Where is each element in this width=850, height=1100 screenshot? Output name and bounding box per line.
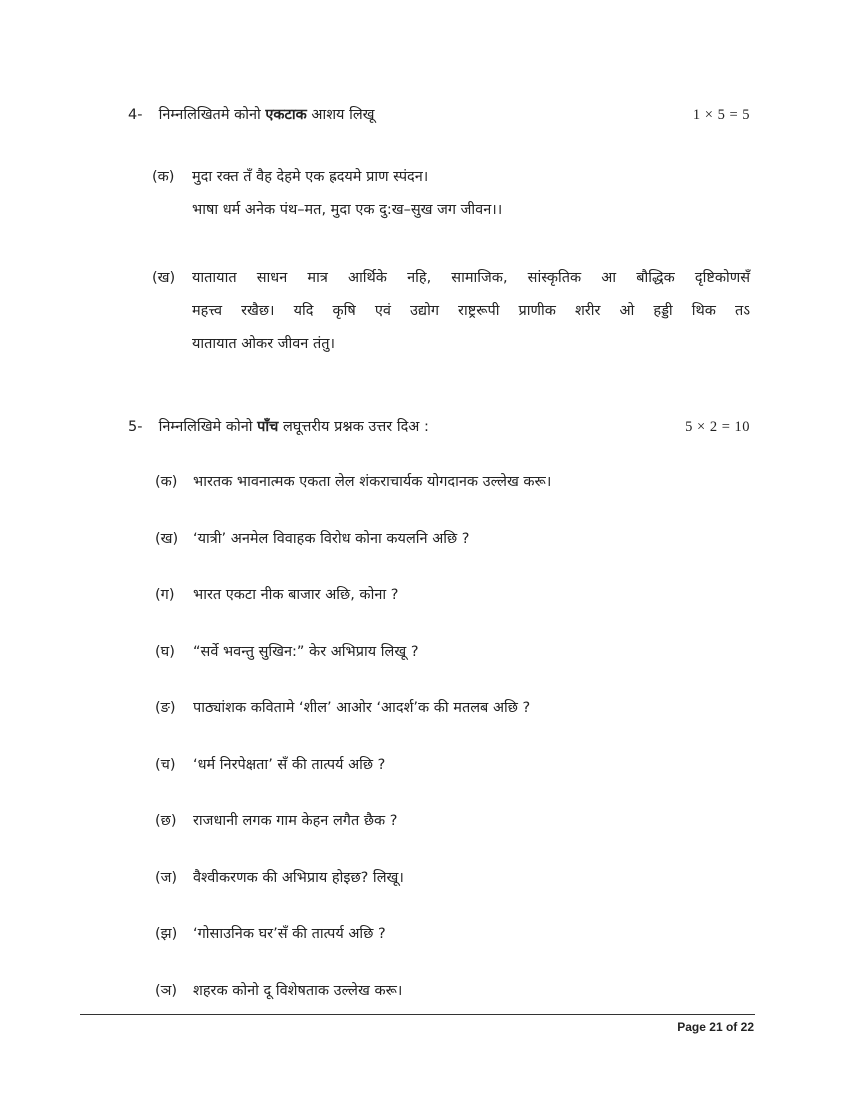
item-label: (ग) [155, 587, 175, 603]
item-text: ‘गोसाउनिक घर’सँ की तात्पर्य अछि ? [193, 926, 386, 942]
verse-line: मुदा रक्त तँ वैह देहमे एक ह्रदयमे प्राण स्पंदन। [192, 169, 429, 185]
part-label: (ख) [152, 270, 176, 286]
item-text: शहरक कोनो दू विशेषताक उल्लेख करू। [193, 983, 403, 999]
item-label: (क) [155, 474, 178, 490]
item-text: वैश्वीकरणक की अभिप्राय होइछ? लिखू। [193, 870, 404, 886]
item-text: ‘यात्री’ अनमेल विवाहक विरोध कोना कयलनि अछि ? [193, 531, 470, 547]
q4-part-kha [152, 262, 750, 361]
of-word: of [725, 1020, 738, 1034]
part-label: (क) [152, 169, 175, 185]
q5-item-jha [155, 923, 750, 943]
question-emphasis: एकटाक [265, 107, 307, 123]
question-number: 4- [128, 107, 143, 123]
question-text: निम्नलिखितमे कोनो [158, 107, 261, 123]
item-text: पाठ्यांशक कवितामे ‘शील’ आओर ‘आदर्श’क की मतलब अछि ? [193, 700, 531, 716]
question-text: निम्नलिखिमे कोनो [158, 419, 253, 435]
question-emphasis: पाँच [257, 419, 279, 435]
q5-item-nga [155, 697, 750, 717]
q4-part-ka [152, 161, 750, 227]
item-label: (ङ) [155, 700, 176, 716]
q5-item-cha [155, 754, 750, 774]
question-5-marks: 5 × 2 = 10 [685, 419, 750, 435]
item-text: भारतक भावनात्मक एकता लेल शंकराचार्यक योगदानक उल्लेख करू। [193, 474, 552, 490]
question-4-text [128, 104, 375, 124]
item-text: भारत एकटा नीक बाजार अछि, कोना ? [193, 587, 399, 603]
page-current: 21 [709, 1020, 723, 1034]
q5-item-chha [155, 810, 750, 830]
item-text: “सर्वे भवन्तु सुखिन:” केर अभिप्राय लिखू ? [193, 644, 419, 660]
footer-divider [80, 1014, 755, 1015]
page-number [677, 1020, 754, 1034]
item-label: (झ) [155, 926, 178, 942]
question-text: आशय लिखू [311, 107, 375, 123]
prose-line: यातायात साधन मात्र आर्थिके नहि, सामाजिक, सांस्कृतिक आ बौद्धिक दृष्टिकोणसँ [192, 270, 750, 286]
prose-line: महत्त्व रखैछ। यदि कृषि एवं उद्योग राष्ट्ररूपी प्राणीक शरीर ओ हड्डी थिक तऽ [192, 303, 750, 319]
q5-item-ga [155, 584, 750, 604]
item-label: (ज) [155, 870, 178, 886]
item-label: (ख) [155, 531, 179, 547]
page-word: Page [677, 1020, 706, 1034]
question-text: लघूत्तरीय प्रश्नक उत्तर दिअ : [282, 419, 429, 435]
question-5-text [128, 416, 429, 436]
q5-item-nya [155, 980, 750, 1000]
item-label: (छ) [155, 813, 177, 829]
item-text: राजधानी लगक गाम केहन लगैत छैक ? [193, 813, 398, 829]
q5-item-ja [155, 867, 750, 887]
question-number: 5- [128, 419, 143, 435]
q5-item-kha [155, 528, 750, 548]
q5-item-gha [155, 641, 750, 661]
item-label: (ञ) [155, 983, 178, 999]
page-total: 22 [740, 1020, 754, 1034]
item-text: ‘धर्म निरपेक्षता’ सँ की तात्पर्य अछि ? [193, 757, 386, 773]
verse-line: भाषा धर्म अनेक पंथ–मत, मुदा एक दु:ख–सुख जग जीवन।। [192, 202, 503, 218]
question-4-marks: 1 × 5 = 5 [692, 107, 750, 123]
item-label: (घ) [155, 644, 175, 660]
q5-item-ka [155, 471, 750, 491]
item-label: (च) [155, 757, 176, 773]
question-4-heading [128, 104, 750, 124]
question-5-heading [128, 416, 750, 436]
prose-line: यातायात ओकर जीवन तंतु। [192, 336, 335, 352]
